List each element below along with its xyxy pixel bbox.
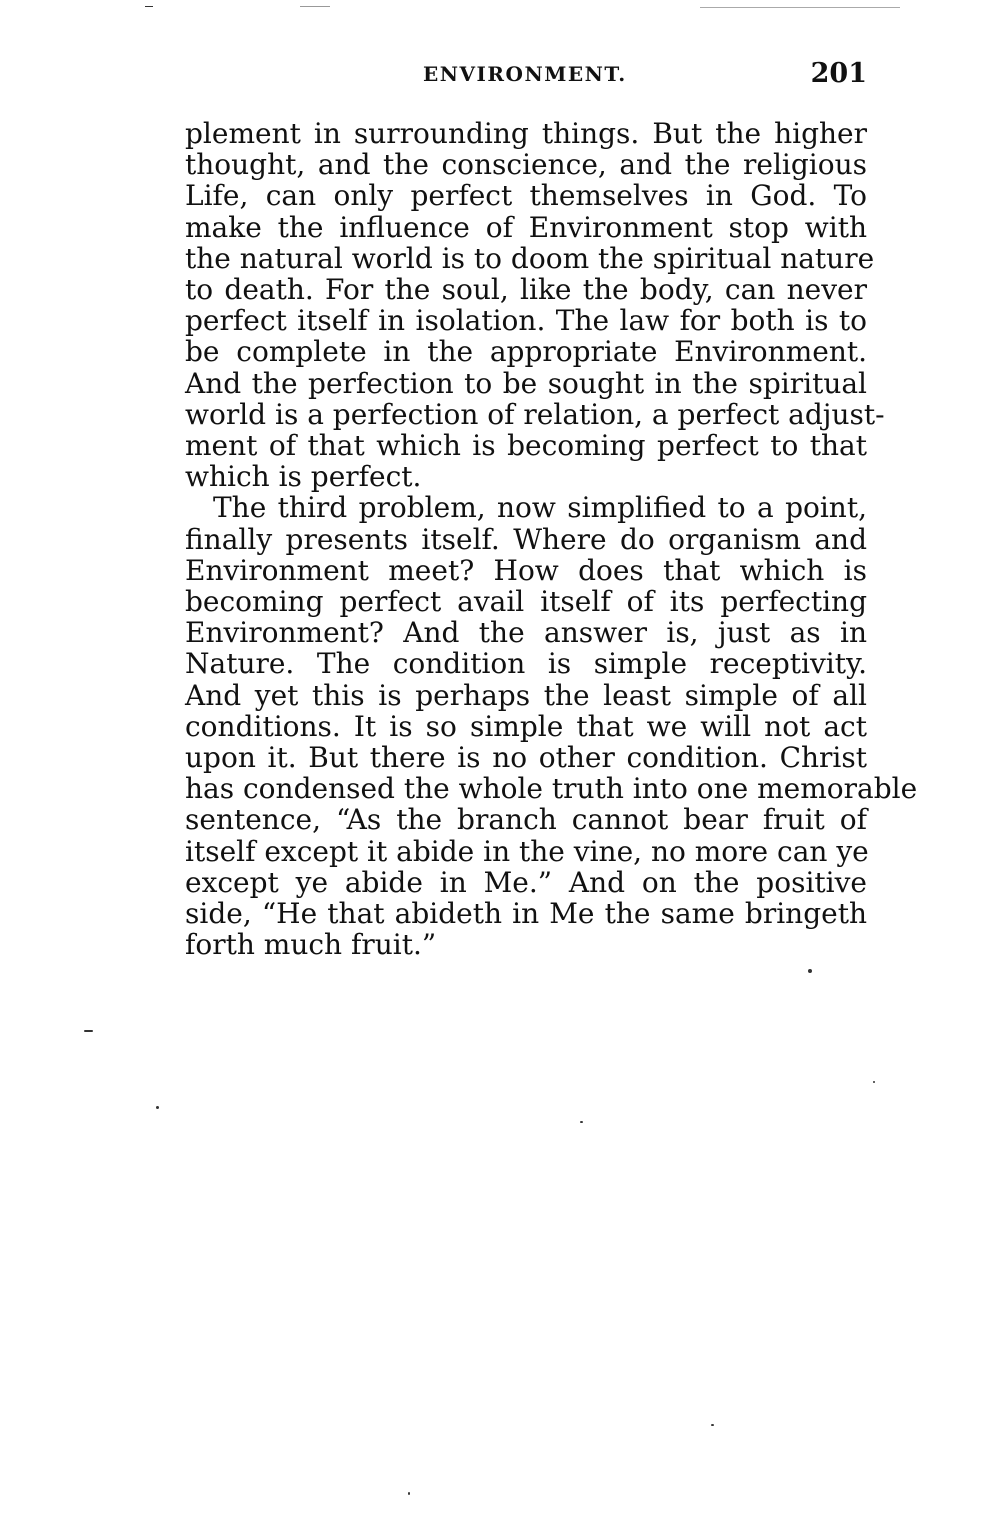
text-line: except ye abide in Me.” And on the positive [185, 865, 867, 899]
scan-speck [145, 6, 153, 7]
scan-speck [711, 1424, 714, 1426]
text-line: to death. For the soul, like the body, can never [185, 273, 867, 307]
text-line: forth much fruit.” [185, 928, 437, 962]
text-line: thought, and the conscience, and the religious [185, 148, 867, 182]
text-line: Life, can only perfect themselves in God. To [185, 179, 867, 213]
text-line: the natural world is to doom the spiritual nature [185, 241, 875, 275]
page-number: 201 [810, 58, 867, 89]
text-line: itself except it abide in the vine, no more can ye [185, 834, 869, 868]
scan-speck [84, 1030, 93, 1032]
text-line: upon it. But there is no other condition. Christ [185, 741, 867, 775]
scan-speck [408, 1492, 410, 1495]
text-line: make the influence of Environment stop with [185, 210, 867, 244]
scan-speck [873, 1081, 875, 1083]
text-line: ment of that which is becoming perfect to that [185, 429, 867, 463]
text-line: sentence, “As the branch cannot bear fruit of [185, 803, 867, 837]
text-line: world is a perfection of relation, a perfect adjust- [185, 397, 885, 431]
text-line: The third problem, now simplified to a point, [213, 491, 867, 525]
paragraph-2 [185, 491, 918, 962]
body-text [185, 117, 918, 962]
text-line: Environment? And the answer is, just as in [185, 616, 867, 650]
text-line: be complete in the appropriate Environment. [185, 335, 867, 369]
text-line: conditions. It is so simple that we will not act [185, 709, 867, 743]
scan-speck [700, 7, 900, 8]
text-line: finally presents itself. Where do organism and [185, 522, 867, 556]
text-line: has condensed the whole truth into one memorable [185, 772, 918, 806]
text-line: plement in surrounding things. But the higher [185, 117, 867, 150]
text-line: And yet this is perhaps the least simple of all [185, 678, 867, 712]
text-line: side, “He that abideth in Me the same bringeth [185, 897, 867, 931]
paragraph-1 [185, 117, 885, 494]
text-line: Environment meet? How does that which is [185, 553, 867, 587]
running-head [185, 58, 867, 94]
scan-speck [156, 1106, 159, 1109]
text-line: perfect itself in isolation. The law for both is to [185, 304, 867, 338]
text-line: becoming perfect avail itself of its perfecting [185, 585, 867, 619]
text-line: which is perfect. [185, 460, 422, 494]
scan-speck [300, 6, 330, 7]
text-line: And the perfection to be sought in the spiritual [185, 366, 867, 400]
text-line: Nature. The condition is simple receptivity. [185, 647, 867, 681]
running-title: ENVIRONMENT. [423, 62, 627, 86]
scan-speck [808, 969, 812, 973]
scan-speck [580, 1121, 583, 1123]
